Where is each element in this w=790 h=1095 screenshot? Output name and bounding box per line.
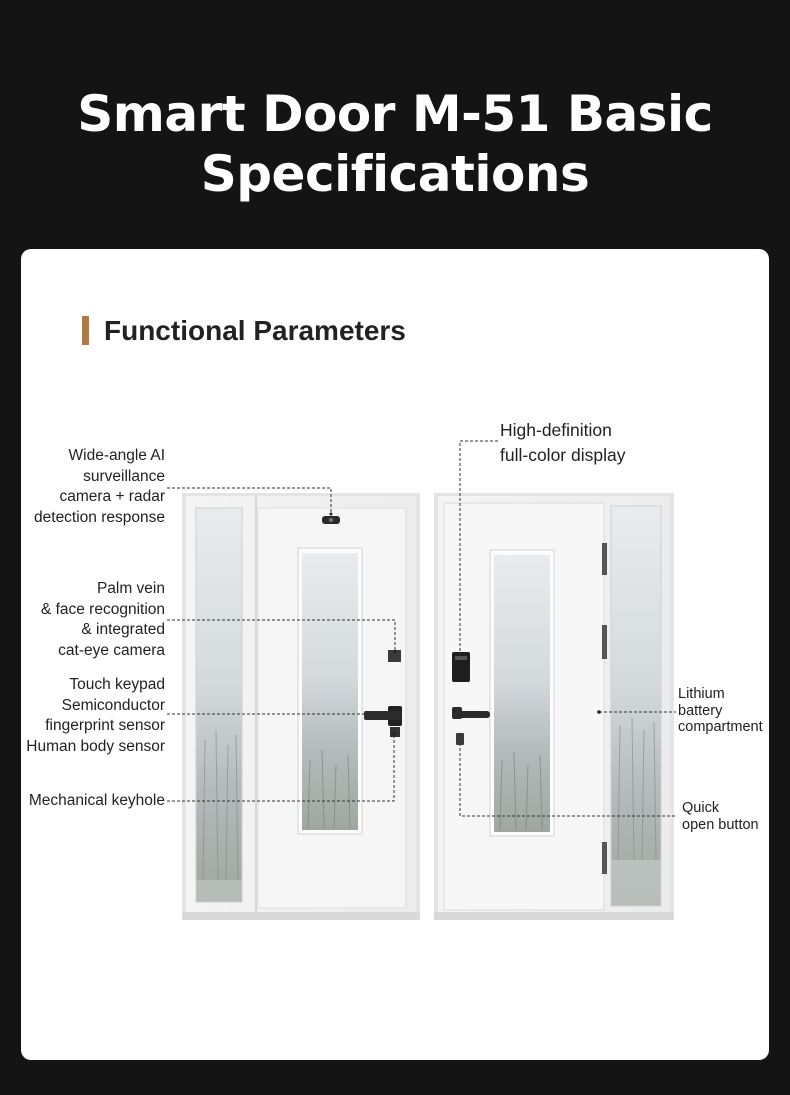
left-door [182,493,420,920]
label-display-line: full-color display [500,445,626,465]
label-quick-line: Quick [682,800,720,816]
label-battery-line: compartment [678,719,763,735]
title-line-1: Smart Door M-51 Basic [77,85,713,143]
label-camera [0,446,165,528]
label-battery [678,686,763,736]
label-display-line: High-definition [500,420,612,440]
label-quick [682,800,759,833]
label-battery-line: battery [678,702,723,719]
label-keyhole [0,791,165,812]
label-palm-line: Palm vein [96,580,165,597]
label-keypad-line: Human body sensor [26,737,165,755]
title-line-2: Specifications [200,145,590,203]
label-palm-line: cat-eye camera [58,641,165,659]
label-quick-line: open button [682,816,759,833]
label-battery-line: Lithium [678,686,725,702]
label-palm-line: & face recognition [40,600,165,618]
label-palm [0,579,165,661]
label-keyhole-line: Mechanical keyhole [28,792,165,809]
label-keypad [0,675,165,757]
label-camera-line: camera + radar [59,488,165,505]
label-keypad-line: fingerprint sensor [45,717,165,734]
label-palm-line: & integrated [81,621,165,638]
label-keypad-line: Semiconductor [61,696,165,714]
label-display [500,418,625,468]
right-door [434,493,674,920]
label-camera-line: Wide-angle AI [68,447,165,464]
section-title: Functional Parameters [104,315,406,346]
label-camera-line: surveillance [83,467,165,485]
label-keypad-line: Touch keypad [69,676,165,693]
label-camera-line: detection response [34,508,165,526]
